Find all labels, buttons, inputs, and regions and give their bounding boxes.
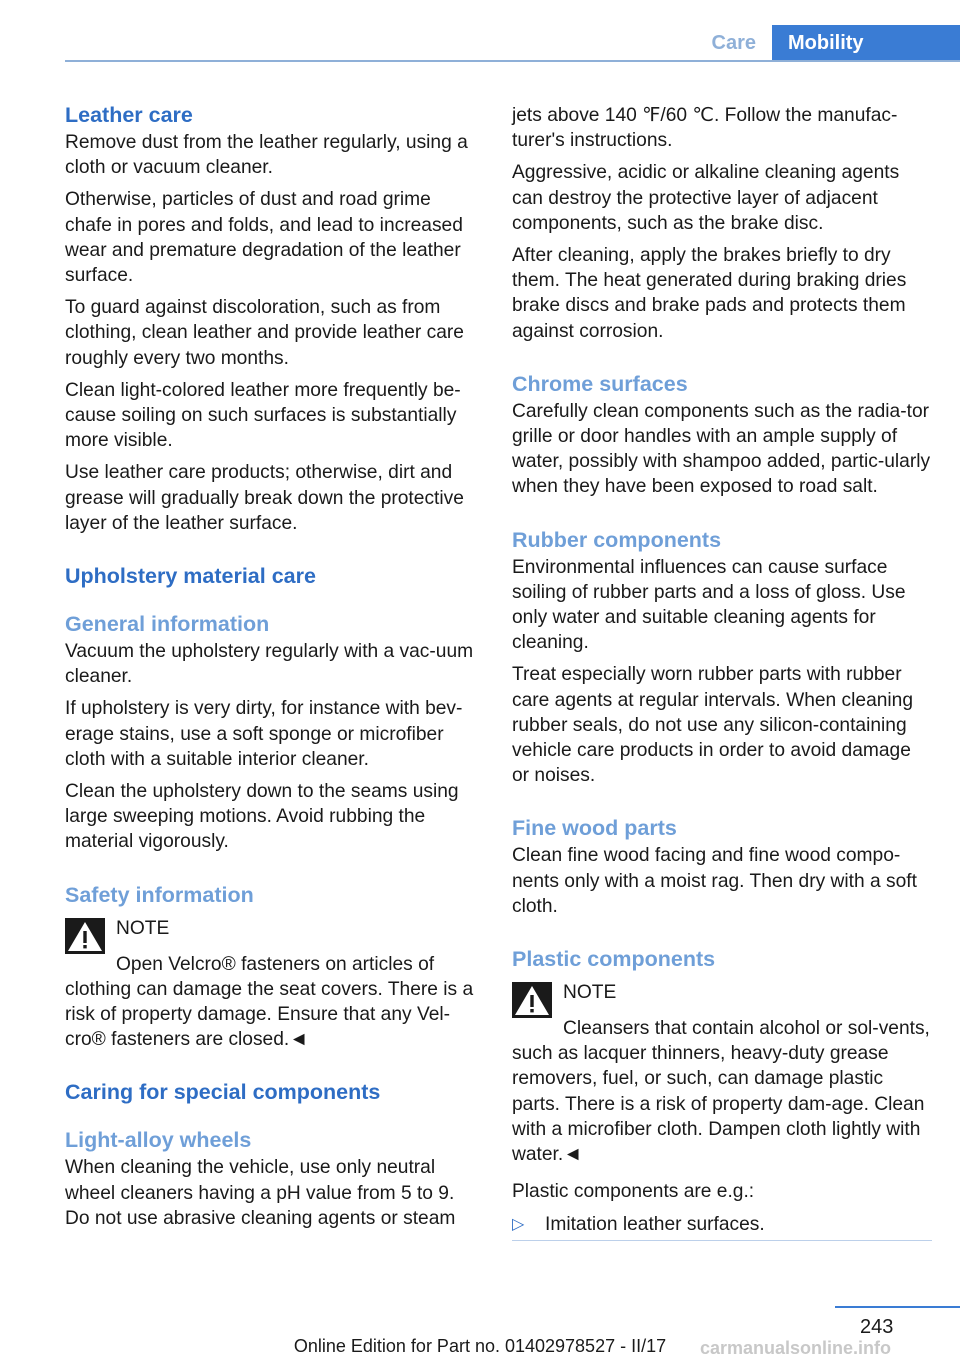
paragraph: If upholstery is very dirty, for instance with bev-erage stains, use a soft sponge or microfiber cloth with a suitable interior cleaner. [65,698,463,770]
header-rule [65,60,960,62]
tab-mobility: Mobility [772,25,960,61]
paragraph: Clean fine wood facing and fine wood compo-nents only with a moist rag. Then dry with a soft cloth. [512,845,917,917]
heading-fine-wood-parts: Fine wood parts [512,816,677,841]
heading-upholstery: Upholstery material care [65,564,316,589]
paragraph: Vacuum the upholstery regularly with a vac-uum cleaner. [65,641,474,688]
note-text: Cleansers that contain alcohol or sol-vents, such as lacquer thinners, heavy-duty grease removers, fuel, or such, can damage plastic parts. There is a risk of property dam-age. Clean with a microfiber cloth. Dampen cloth lightly with water.◄ [512,1018,930,1166]
bullet-icon: ▷ [512,1215,525,1233]
header-tabs [696,25,960,61]
paragraph: When cleaning the vehicle, use only neutral wheel cleaners having a pH value from 5 to 9. Do not use abrasive cleaning agents or steam [65,1157,456,1229]
watermark: carmanualsonline.info [700,1338,892,1358]
paragraph: Clean the upholstery down to the seams using large sweeping motions. Avoid rubbing the material vigorously. [65,781,459,853]
list-rule [512,1240,932,1241]
warning-triangle-icon [512,982,552,1018]
heading-light-alloy-wheels: Light-alloy wheels [65,1128,252,1153]
paragraph: Remove dust from the leather regularly, using a cloth or vacuum cleaner. [65,132,468,179]
paragraph: Carefully clean components such as the radia-tor grille or door handles with an ample supply of water, possibly with shampoo added, partic-ularly when they have been exposed to road salt. [512,400,931,498]
list-item-text: Imitation leather surfaces. [545,1213,765,1235]
paragraph: Otherwise, particles of dust and road grime chafe in pores and folds, and lead to increased wear and premature degradation of the leather surface. [65,189,463,287]
note-velcro [65,916,483,1053]
paragraph: Plastic components are e.g.: [512,1181,755,1203]
paragraph: Use leather care products; otherwise, dirt and grease will gradually break down the protective layer of the leather surface. [65,462,464,534]
paragraph: Environmental influences can cause surface soiling of rubber parts and a loss of gloss. Use only water and suitable cleaning agents for cleaning. [512,556,906,654]
heading-plastic-components: Plastic components [512,947,716,972]
heading-rubber-components: Rubber components [512,527,722,552]
heading-special-components: Caring for special components [65,1080,381,1105]
paragraph: Aggressive, acidic or alkaline cleaning agents can destroy the protective layer of adjacent components, such as the brake disc. [512,162,900,234]
note-plastic [512,980,932,1167]
paragraph: Clean light-colored leather more frequently be-cause soiling on such surfaces is substantially more visible. [65,379,461,452]
heading-safety-information: Safety information [65,882,254,907]
left-column [65,100,483,1238]
note-text: Open Velcro® fasteners on articles of clothing can damage the seat covers. There is a risk of property damage. Ensure that any Vel-cro® fasteners are closed.◄ [65,953,474,1051]
page-number: 243 [860,1316,894,1338]
tab-care: Care [696,25,772,61]
paragraph: Treat especially worn rubber parts with rubber care agents at regular intervals. When cleaning rubber seals, do not use any silicon-containing vehicle care products in order to avoid damage or noises. [512,664,914,787]
right-column [512,100,932,1241]
list-item [512,1212,932,1237]
heading-general-information: General information [65,612,270,637]
footer-edition: Online Edition for Part no. 01402978527 - II/17 [293,1336,667,1356]
paragraph: jets above 140 ℉/60 ℃. Follow the manufac-turer's instructions. [512,105,898,152]
warning-triangle-icon [65,918,105,954]
paragraph: To guard against discoloration, such as from clothing, clean leather and provide leather care roughly every two months. [65,297,464,369]
note-title: NOTE [563,982,617,1004]
heading-chrome-surfaces: Chrome surfaces [512,371,688,396]
footer-rule [835,1306,960,1308]
paragraph: After cleaning, apply the brakes briefly to dry them. The heat generated during braking dries brake discs and brake pads and protects them against corrosion. [512,245,907,342]
heading-leather-care: Leather care [65,103,193,127]
note-title: NOTE [116,917,170,939]
